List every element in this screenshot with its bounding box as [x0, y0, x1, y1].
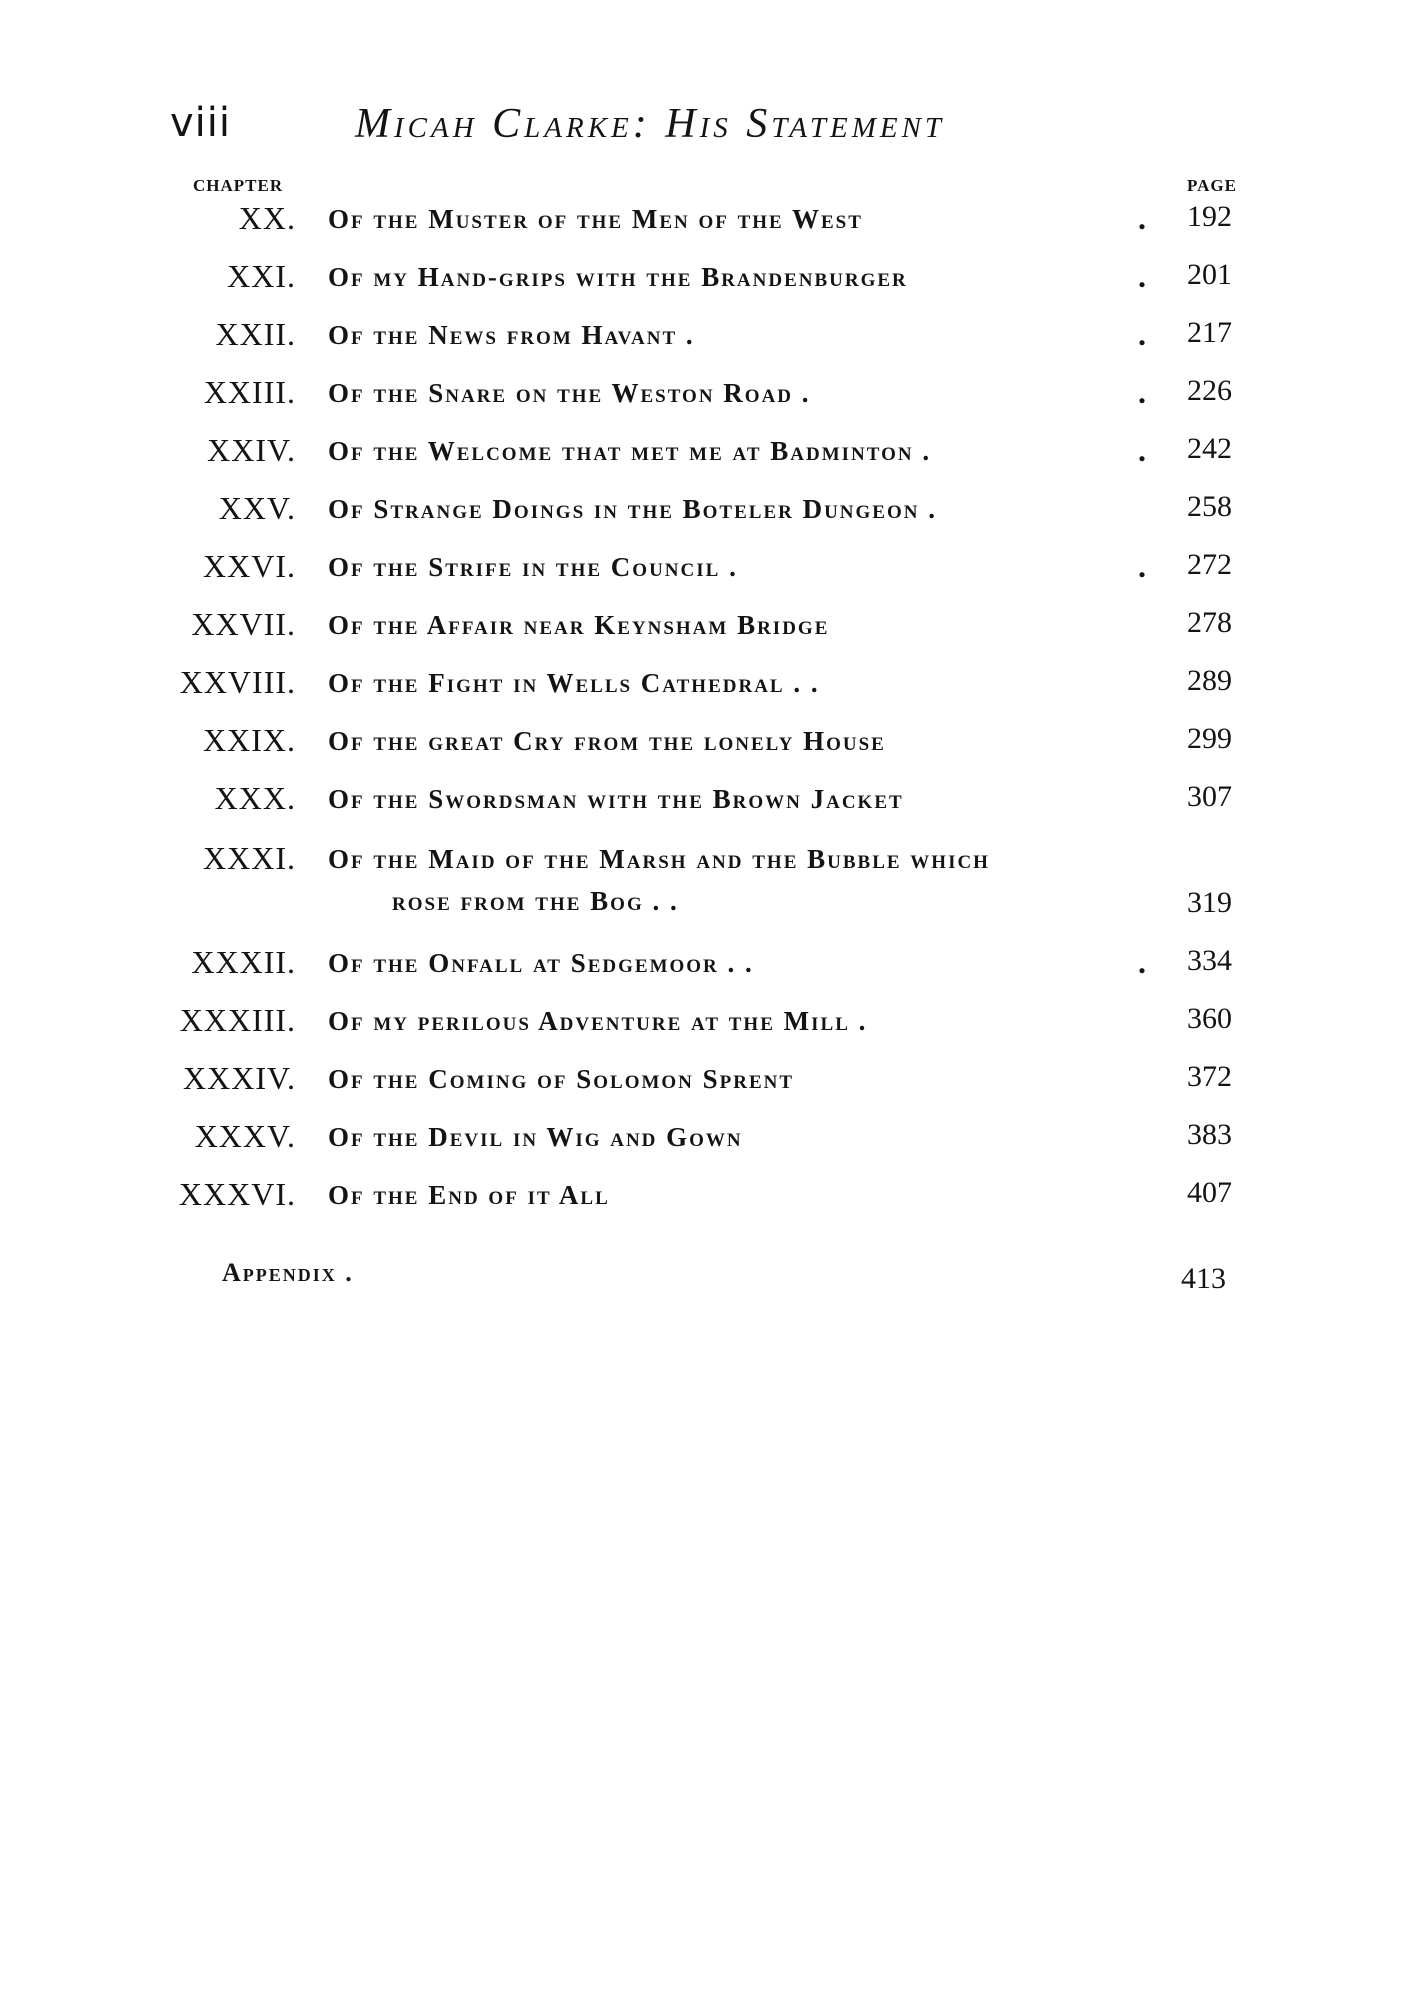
chapter-title: Of the News from Havant .: [328, 320, 695, 350]
leader-dot: .: [1138, 316, 1146, 352]
chapter-title: Of the Muster of the Men of the West: [328, 204, 863, 234]
toc-entry: [0, 840, 1404, 940]
page-number: 307: [1187, 780, 1232, 813]
toc-entry: [0, 200, 1404, 258]
chapter-title: Of the Welcome that met me at Badminton .: [328, 436, 932, 466]
toc-entry: [0, 432, 1404, 490]
chapter-title: Of the Affair near Keynsham Bridge: [328, 610, 830, 640]
leader-dot: .: [1138, 258, 1146, 294]
leader-dot: .: [1138, 432, 1146, 468]
chapter-title: Of the Snare on the Weston Road .: [328, 378, 811, 408]
chapter-number: XXIV.: [207, 432, 296, 468]
leader-dot: .: [1138, 944, 1146, 980]
toc-entry: [0, 780, 1404, 838]
chapter-number: XXVIII.: [179, 664, 296, 700]
toc-entry: [0, 1060, 1404, 1118]
running-title: Micah Clarke: His Statement: [355, 101, 946, 147]
chapter-column-label: CHAPTER: [193, 176, 284, 195]
leader-dot: .: [1138, 548, 1146, 584]
chapter-number: XXXI.: [203, 840, 296, 876]
chapter-title: Of the great Cry from the lonely House: [328, 726, 886, 756]
toc-entry: [0, 548, 1404, 606]
chapter-title: Of the Onfall at Sedgemoor . .: [328, 948, 754, 978]
chapter-title: Of the Maid of the Marsh and the Bubble which: [328, 844, 990, 874]
chapter-title: Of Strange Doings in the Boteler Dungeon .: [328, 494, 937, 524]
chapter-title: Of the Devil in Wig and Gown: [328, 1122, 743, 1152]
chapter-title: Of the Coming of Solomon Sprent: [328, 1064, 795, 1094]
chapter-number: XXXIII.: [179, 1002, 296, 1038]
chapter-title: Of the End of it All: [328, 1180, 610, 1210]
chapter-number: XXXII.: [191, 944, 296, 980]
page-number: 278: [1187, 606, 1232, 639]
chapter-title: Of my Hand-grips with the Brandenburger: [328, 262, 908, 292]
appendix-page-number: 413: [1181, 1262, 1226, 1295]
chapter-number: XXX.: [214, 780, 296, 816]
page-number: 299: [1187, 722, 1232, 755]
page-number: 383: [1187, 1118, 1232, 1151]
toc-entry: [0, 374, 1404, 432]
toc-entry: [0, 258, 1404, 316]
page-number: 258: [1187, 490, 1232, 523]
page-folio: viii: [170, 100, 232, 146]
chapter-number: XXIII.: [203, 374, 296, 410]
chapter-number: XX.: [238, 200, 296, 236]
chapter-title: Of the Strife in the Council .: [328, 552, 738, 582]
page-number: 226: [1187, 374, 1232, 407]
page-number: 201: [1187, 258, 1232, 291]
page-column-label: PAGE: [1187, 176, 1237, 195]
chapter-number: XXV.: [218, 490, 296, 526]
toc-entry: [0, 606, 1404, 664]
chapter-number: XXIX.: [203, 722, 296, 758]
page-number: 407: [1187, 1176, 1232, 1209]
toc-entry: [0, 1002, 1404, 1060]
toc-entry: [0, 722, 1404, 780]
chapter-title: Of my perilous Adventure at the Mill .: [328, 1006, 868, 1036]
page-number: 372: [1187, 1060, 1232, 1093]
page-number: 289: [1187, 664, 1232, 697]
chapter-number: XXXIV.: [183, 1060, 296, 1096]
toc-entry: [0, 944, 1404, 1002]
page-number: 319: [1187, 886, 1232, 919]
page-number: 334: [1187, 944, 1232, 977]
leader-dot: .: [1138, 200, 1146, 236]
chapter-number: XXVII.: [191, 606, 296, 642]
chapter-number: XXXV.: [194, 1118, 296, 1154]
toc-entry: [0, 664, 1404, 722]
chapter-title: Of the Swordsman with the Brown Jacket: [328, 784, 904, 814]
page-number: 217: [1187, 316, 1232, 349]
chapter-number: XXXVI.: [178, 1176, 296, 1212]
toc-entry: [0, 490, 1404, 548]
toc-entry: [0, 1118, 1404, 1176]
chapter-title-continuation: rose from the Bog . .: [392, 886, 679, 916]
chapter-number: XXII.: [215, 316, 296, 352]
chapter-title: Of the Fight in Wells Cathedral . .: [328, 668, 820, 698]
page-number: 360: [1187, 1002, 1232, 1035]
appendix-label: Appendix .: [222, 1258, 354, 1287]
toc-entry: [0, 316, 1404, 374]
page-number: 242: [1187, 432, 1232, 465]
leader-dot: .: [1138, 374, 1146, 410]
page-number: 192: [1187, 200, 1232, 233]
page-number: 272: [1187, 548, 1232, 581]
toc-entry: [0, 1176, 1404, 1234]
chapter-number: XXI.: [227, 258, 296, 294]
chapter-number: XXVI.: [203, 548, 296, 584]
